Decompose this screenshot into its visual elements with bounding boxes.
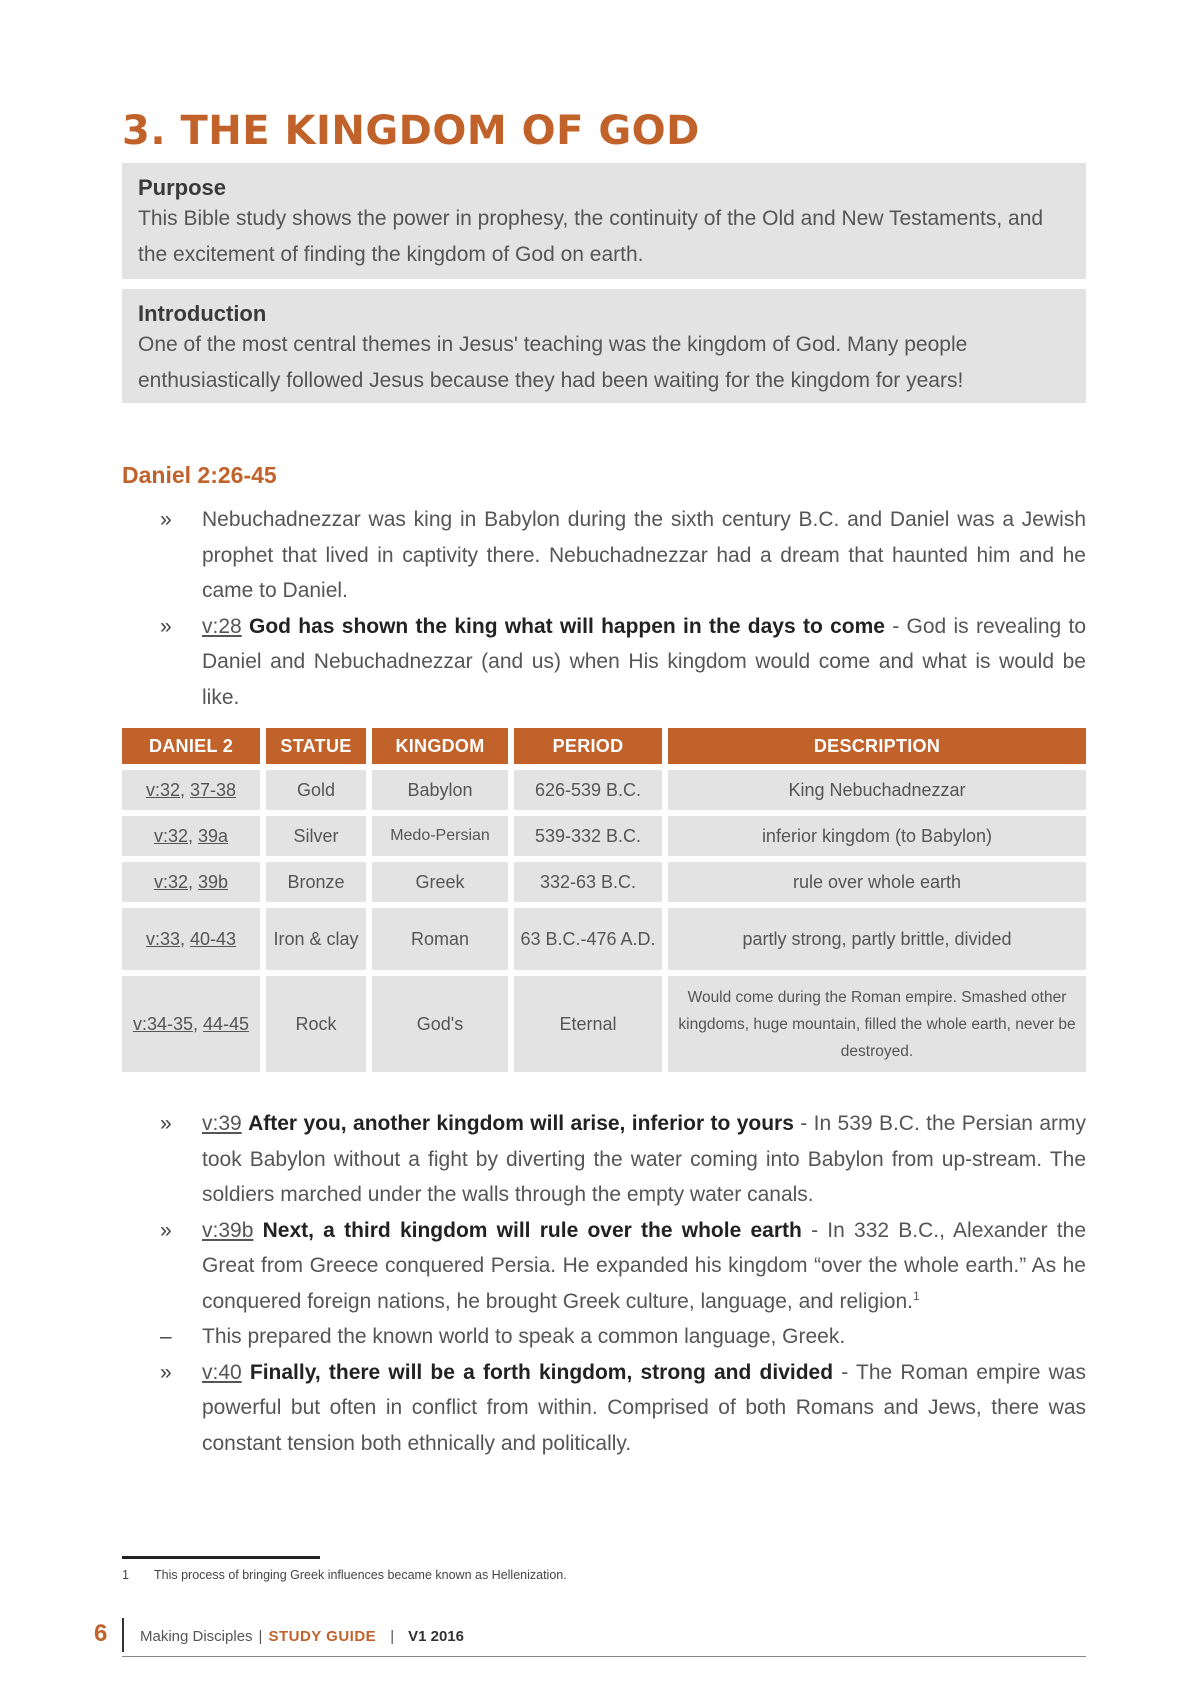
bullet-text: - In 539 B.C. the Persian army took Babylon without a fight by diverting the water coming into Babylon from up-stream. The soldiers marched under the walls through the empty water canals. [202, 1112, 1087, 1206]
verse-refs-cell: v:34-35, 44-45 [122, 976, 260, 1072]
dash-marker: – [160, 1325, 172, 1348]
description-cell: inferior kingdom (to Babylon) [668, 816, 1086, 856]
kingdom-cell: Greek [372, 862, 508, 902]
verse-quote: God has shown the king what will happen in the days to come [249, 614, 885, 638]
statue-cell: Rock [266, 976, 366, 1072]
version-label: V1 2016 [408, 1628, 464, 1645]
section-heading: Daniel 2:26-45 [122, 462, 277, 488]
verse-link[interactable]: v:40 [202, 1360, 242, 1384]
bullet-marker: » [160, 1218, 172, 1242]
verse-refs-cell: v:32, 37-38 [122, 770, 260, 810]
verse-link[interactable]: v:39 [202, 1112, 242, 1135]
page-footer [94, 1618, 1086, 1658]
kingdom-cell: Babylon [372, 770, 508, 810]
kingdom-cell: Roman [372, 908, 508, 970]
table-row [122, 770, 1086, 810]
description-cell: Would come during the Roman empire. Smashed other kingdoms, huge mountain, filled the whole earth, never be destroyed. [668, 976, 1086, 1072]
column-header: STATUE [266, 728, 366, 764]
bullet-text: This prepared the known world to speak a common language, Greek. [202, 1325, 846, 1348]
footer-separator: | [390, 1628, 395, 1645]
footer-vertical-divider [122, 1618, 124, 1652]
bullet-text: - In 332 B.C., Alexander the Great from Greece conquered Persia. He expanded his kingdom “over the whole earth.” As he conquered foreign nations, he brought Greek culture, language, and religion. [202, 1218, 1087, 1313]
purpose-heading: Purpose [138, 175, 227, 200]
bullet-marker: » [160, 1360, 172, 1384]
kingdom-cell: God's [372, 976, 508, 1072]
verse-quote: Finally, there will be a forth kingdom, strong and divided [249, 1360, 834, 1384]
period-cell: Eternal [514, 976, 662, 1072]
page-number: 6 [94, 1620, 108, 1647]
footnote [122, 1568, 567, 1582]
verse-link[interactable]: v:28 [202, 614, 242, 638]
bullet-list-bottom [160, 1106, 1086, 1461]
kingdom-cell: Medo-Persian [372, 816, 508, 856]
bullet-marker: » [160, 508, 172, 531]
footer-separator: | [258, 1628, 263, 1645]
description-cell: partly strong, partly brittle, divided [668, 908, 1086, 970]
verse-link[interactable]: v:32 [153, 871, 188, 892]
list-item [160, 502, 1086, 609]
verse-link[interactable]: 37-38 [190, 779, 237, 800]
description-cell: rule over whole earth [668, 862, 1086, 902]
table-row [122, 816, 1086, 856]
bullet-marker: » [160, 1112, 172, 1135]
verse-refs-cell: v:32, 39a [122, 816, 260, 856]
list-item [160, 1319, 1086, 1355]
table-row [122, 908, 1086, 970]
statue-cell: Bronze [266, 862, 366, 902]
list-item [160, 1213, 1086, 1320]
verse-quote: After you, another kingdom will arise, inferior to yours [248, 1112, 794, 1135]
verse-link[interactable]: v:33 [145, 928, 180, 949]
statue-cell: Silver [266, 816, 366, 856]
period-cell: 332-63 B.C. [514, 862, 662, 902]
kingdoms-table [116, 722, 1092, 1078]
verse-link[interactable]: v:39b [202, 1218, 254, 1242]
introduction-box [122, 289, 1086, 403]
purpose-box [122, 163, 1086, 279]
verse-link[interactable]: 40-43 [190, 928, 237, 949]
verse-link[interactable]: 39b [198, 871, 229, 892]
period-cell: 626-539 B.C. [514, 770, 662, 810]
verse-quote: Next, a third kingdom will rule over the whole earth [262, 1218, 802, 1242]
verse-link[interactable]: v:34-35 [132, 1013, 193, 1034]
introduction-text: One of the most central themes in Jesus' teaching was the kingdom of God. Many people enthusiastically followed Jesus because they had been waiting for the kingdom for years! [138, 333, 968, 392]
footnote-text: This process of bringing Greek influences became known as Hellenization. [154, 1568, 567, 1582]
footnote-number: 1 [122, 1568, 129, 1582]
bullet-text: - God is revealing to Daniel and Nebuchadnezzar (and us) when His kingdom would come and what is would be like. [202, 614, 1086, 709]
book-title: Making Disciples [140, 1628, 253, 1645]
table-row [122, 976, 1086, 1072]
bullet-text: - The Roman empire was powerful but often in conflict from within. Comprised of both Romans and Jews, there was constant tension both ethnically and politically. [202, 1360, 1086, 1455]
table-header-row [122, 728, 1086, 764]
verse-refs-cell: v:32, 39b [122, 862, 260, 902]
column-header: KINGDOM [372, 728, 508, 764]
guide-label: STUDY GUIDE [268, 1628, 377, 1645]
column-header: DESCRIPTION [668, 728, 1086, 764]
description-cell: King Nebuchadnezzar [668, 770, 1086, 810]
page-title: 3. THE KINGDOM OF GOD [122, 108, 700, 154]
verse-refs-cell: v:33, 40-43 [122, 908, 260, 970]
column-header: PERIOD [514, 728, 662, 764]
footer-text [140, 1628, 464, 1645]
verse-link[interactable]: 44-45 [203, 1013, 250, 1034]
period-cell: 539-332 B.C. [514, 816, 662, 856]
verse-link[interactable]: 39a [198, 825, 229, 846]
footnote-divider [122, 1556, 320, 1559]
verse-link[interactable]: v:32 [145, 779, 180, 800]
statue-cell: Gold [266, 770, 366, 810]
column-header: DANIEL 2 [122, 728, 260, 764]
footer-rule [122, 1656, 1086, 1657]
list-item [160, 1106, 1086, 1213]
purpose-text: This Bible study shows the power in prophesy, the continuity of the Old and New Testaments, and the excitement of finding the kingdom of God on earth. [138, 207, 1044, 266]
bullet-marker: » [160, 614, 172, 638]
list-item [160, 609, 1086, 716]
verse-link[interactable]: v:32 [153, 825, 188, 846]
footnote-reference[interactable]: 1 [913, 1288, 920, 1303]
period-cell: 63 B.C.-476 A.D. [514, 908, 662, 970]
list-item [160, 1355, 1086, 1462]
statue-cell: Iron & clay [266, 908, 366, 970]
bullet-list-top [160, 502, 1086, 715]
bullet-text: Nebuchadnezzar was king in Babylon during the sixth century B.C. and Daniel was a Jewish prophet that lived in captivity there. Nebuchadnezzar had a dream that haunted him and he came to Daniel. [202, 508, 1086, 602]
table-row [122, 862, 1086, 902]
introduction-heading: Introduction [138, 301, 267, 326]
